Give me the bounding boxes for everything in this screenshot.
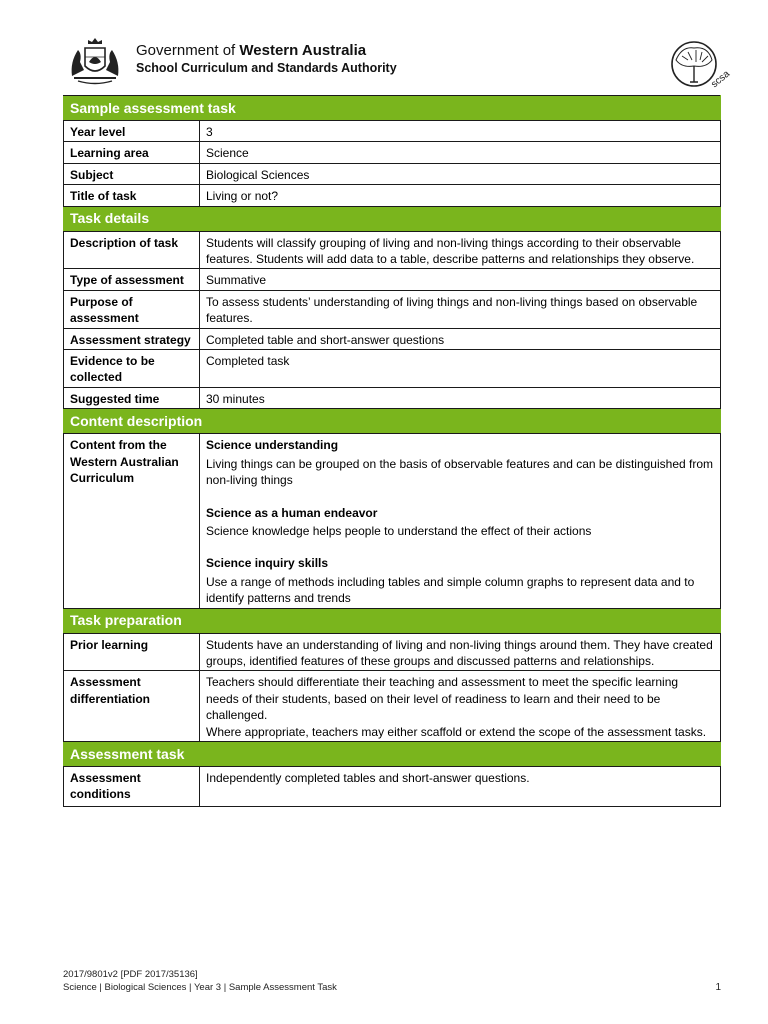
row-label: Subject (64, 163, 200, 184)
section-task-preparation: Task preparation (64, 608, 721, 633)
science-understanding-heading: Science understanding (206, 438, 339, 453)
science-understanding-text: Living things can be grouped on the basis of observable features and can be distinguished from non-living things (206, 456, 713, 488)
human-endeavour-heading: Science as a human endeavor (206, 505, 378, 520)
row-description (64, 231, 721, 269)
row-label: Content from the Western Australian Curriculum (64, 434, 200, 608)
page-header (64, 36, 732, 92)
row-label: Prior learning (64, 633, 200, 671)
org-name-bold: Western Australia (239, 42, 367, 59)
row-evidence (64, 350, 721, 388)
coat-of-arms-logo (64, 36, 126, 86)
row-value: Completed table and short-answer questions (200, 328, 721, 349)
row-value (200, 671, 721, 742)
org-name-plain: Government of (136, 42, 236, 59)
row-label: Assessment strategy (64, 328, 200, 349)
differentiation-text-2: Where appropriate, teachers may either scaffold or extend the scope of the assessment tasks. (206, 724, 707, 739)
row-value: 30 minutes (200, 387, 721, 408)
row-label: Description of task (64, 231, 200, 269)
row-type (64, 269, 721, 290)
row-value: Independently completed tables and short-answer questions. (200, 766, 721, 806)
row-value: Completed task (200, 350, 721, 388)
assessment-task-table (63, 95, 721, 807)
row-label: Title of task (64, 185, 200, 206)
row-value: Students will classify grouping of living and non-living things according to their observable features. Students will add data to a table, describe patterns and relationships they observe. (200, 231, 721, 269)
row-conditions (64, 766, 721, 806)
row-strategy (64, 328, 721, 349)
row-label: Learning area (64, 142, 200, 163)
row-label: Assessment differentiation (64, 671, 200, 742)
section-assessment-task: Assessment task (64, 741, 721, 766)
section-content-description: Content description (64, 409, 721, 434)
page-footer (63, 968, 721, 994)
row-value: 3 (200, 121, 721, 142)
section-task-details: Task details (64, 206, 721, 231)
row-label: Suggested time (64, 387, 200, 408)
scsa-logo-text: scsa (709, 68, 732, 91)
row-content (64, 434, 721, 608)
row-value: Students have an understanding of living and non-living things around them. They have created groups, identified features of these groups and discussed patterns and relationships. (200, 633, 721, 671)
row-purpose (64, 290, 721, 328)
row-title (64, 185, 721, 206)
row-value: Summative (200, 269, 721, 290)
document-subtitle: Science | Biological Sciences | Year 3 | Sample Assessment Task (63, 982, 337, 993)
row-label: Year level (64, 121, 200, 142)
row-value: To assess students’ understanding of living things and non-living things based on observable features. (200, 290, 721, 328)
inquiry-skills-text: Use a range of methods including tables and simple column graphs to represent data and to identify patterns and trends (206, 574, 695, 606)
row-subject (64, 163, 721, 184)
scsa-logo (662, 38, 732, 94)
row-label: Evidence to be collected (64, 350, 200, 388)
row-learning-area (64, 142, 721, 163)
row-value: Science (200, 142, 721, 163)
page-number: 1 (715, 982, 721, 993)
section-sample-assessment-task: Sample assessment task (64, 96, 721, 121)
row-label: Type of assessment (64, 269, 200, 290)
row-differentiation (64, 671, 721, 742)
organisation-name (136, 42, 397, 76)
row-prior-learning (64, 633, 721, 671)
inquiry-skills-heading: Science inquiry skills (206, 556, 329, 571)
row-label: Assessment conditions (64, 766, 200, 806)
human-endeavour-text: Science knowledge helps people to understand the effect of their actions (206, 523, 592, 538)
row-value: Biological Sciences (200, 163, 721, 184)
row-time (64, 387, 721, 408)
authority-name: School Curriculum and Standards Authority (136, 61, 397, 75)
row-label: Purpose of assessment (64, 290, 200, 328)
differentiation-text-1: Teachers should differentiate their teaching and assessment to meet the specific learning needs of their students, based on their level of readiness to learn and their need to be challenged. (206, 675, 679, 723)
document-code: 2017/9801v2 [PDF 2017/35136] (63, 969, 198, 980)
row-value (200, 434, 721, 608)
row-year-level (64, 121, 721, 142)
row-value: Living or not? (200, 185, 721, 206)
